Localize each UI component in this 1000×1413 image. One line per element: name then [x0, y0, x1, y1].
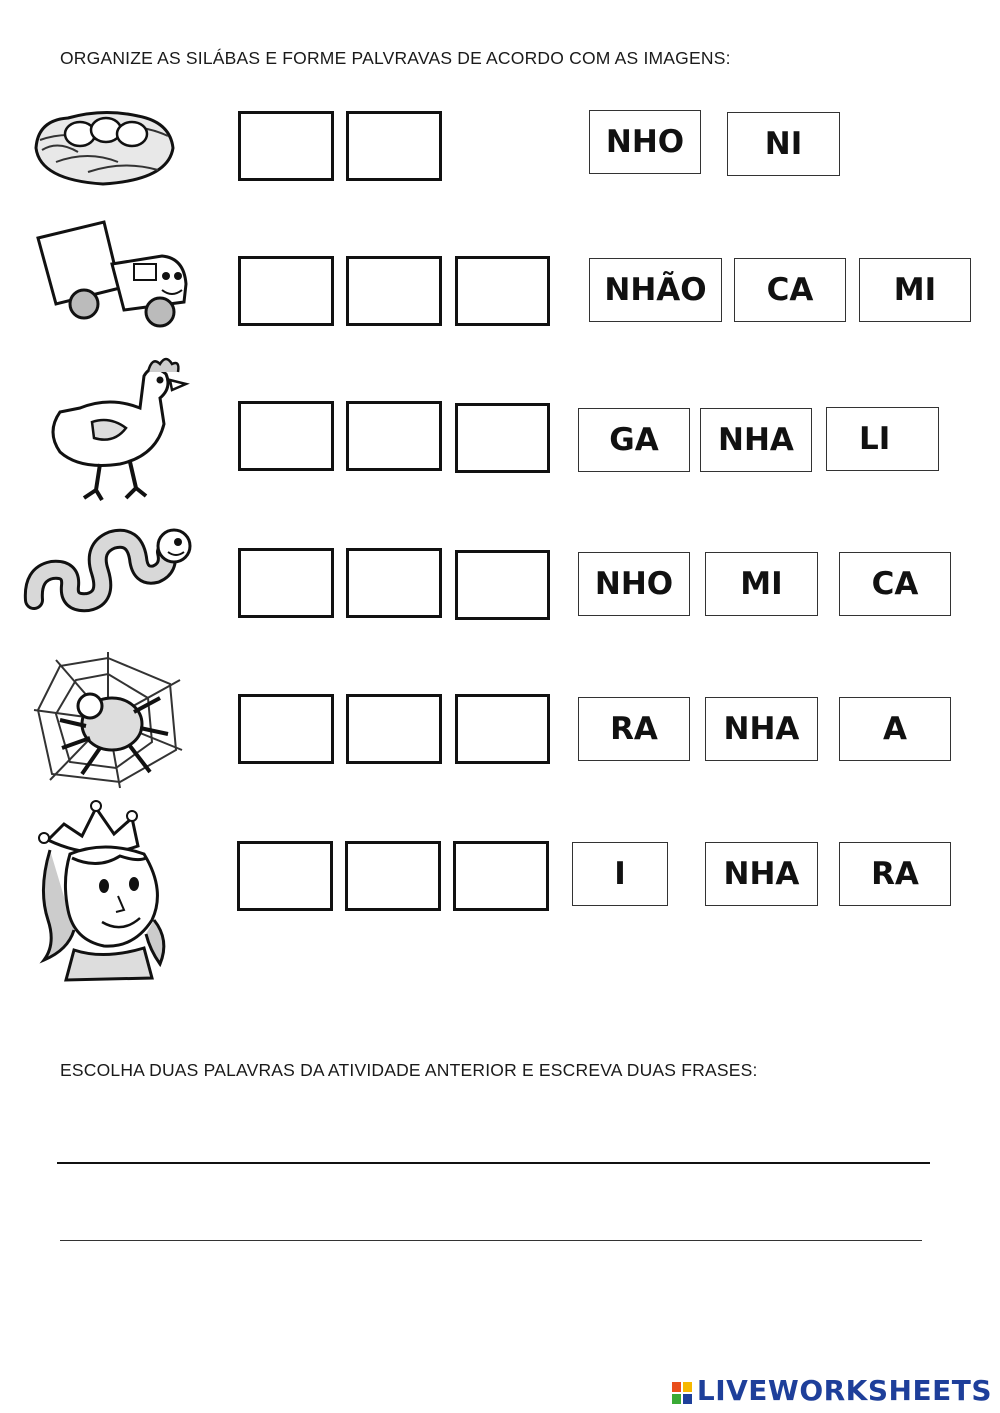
syllable-card[interactable]: LI [826, 407, 939, 471]
answer-box[interactable] [237, 841, 333, 911]
hen-icon [40, 352, 190, 502]
brand-name: LIVEWORKSHEETS [696, 1374, 992, 1407]
answer-box[interactable] [238, 548, 334, 618]
answer-box[interactable] [346, 694, 442, 764]
syllable-card[interactable]: I [572, 842, 668, 906]
syllable-card[interactable]: MI [705, 552, 818, 616]
queen-icon [34, 800, 174, 985]
answer-box[interactable] [455, 550, 550, 620]
syllable-card[interactable]: MI [859, 258, 971, 322]
syllable-card[interactable]: NI [727, 112, 840, 176]
syllable-card[interactable]: CA [734, 258, 846, 322]
syllable-card[interactable]: NHA [700, 408, 812, 472]
answer-box[interactable] [345, 841, 441, 911]
writing-line[interactable] [60, 1240, 922, 1241]
syllable-card[interactable]: NHA [705, 697, 818, 761]
instruction-organize: ORGANIZE AS SILÁBAS E FORME PALVRAVAS DE ACORDO COM AS IMAGENS: [60, 48, 731, 68]
answer-box[interactable] [453, 841, 549, 911]
syllable-card[interactable]: NHO [589, 110, 701, 174]
answer-box[interactable] [238, 111, 334, 181]
syllable-card[interactable]: NHO [578, 552, 690, 616]
answer-box[interactable] [238, 256, 334, 326]
syllable-card[interactable]: RA [578, 697, 690, 761]
spider-web-icon [30, 650, 185, 790]
answer-box[interactable] [238, 401, 334, 471]
answer-box[interactable] [346, 548, 442, 618]
answer-box[interactable] [238, 694, 334, 764]
answer-box[interactable] [346, 111, 442, 181]
answer-box[interactable] [455, 256, 550, 326]
answer-box[interactable] [455, 694, 550, 764]
instruction-sentences: ESCOLHA DUAS PALAVRAS DA ATIVIDADE ANTERIOR E ESCREVA DUAS FRASES: [60, 1060, 758, 1080]
syllable-card[interactable]: NHA [705, 842, 818, 906]
syllable-card[interactable]: NHÃO [589, 258, 722, 322]
nest-icon [28, 100, 178, 190]
worm-icon [28, 520, 193, 615]
answer-box[interactable] [346, 401, 442, 471]
writing-line[interactable] [57, 1162, 930, 1164]
liveworksheets-logo-icon [671, 1379, 693, 1403]
syllable-card[interactable]: RA [839, 842, 951, 906]
syllable-card[interactable]: A [839, 697, 951, 761]
syllable-card[interactable]: CA [839, 552, 951, 616]
syllable-card[interactable]: GA [578, 408, 690, 472]
answer-box[interactable] [455, 403, 550, 473]
brand-logo [671, 1374, 992, 1407]
truck-icon [34, 218, 194, 328]
answer-box[interactable] [346, 256, 442, 326]
